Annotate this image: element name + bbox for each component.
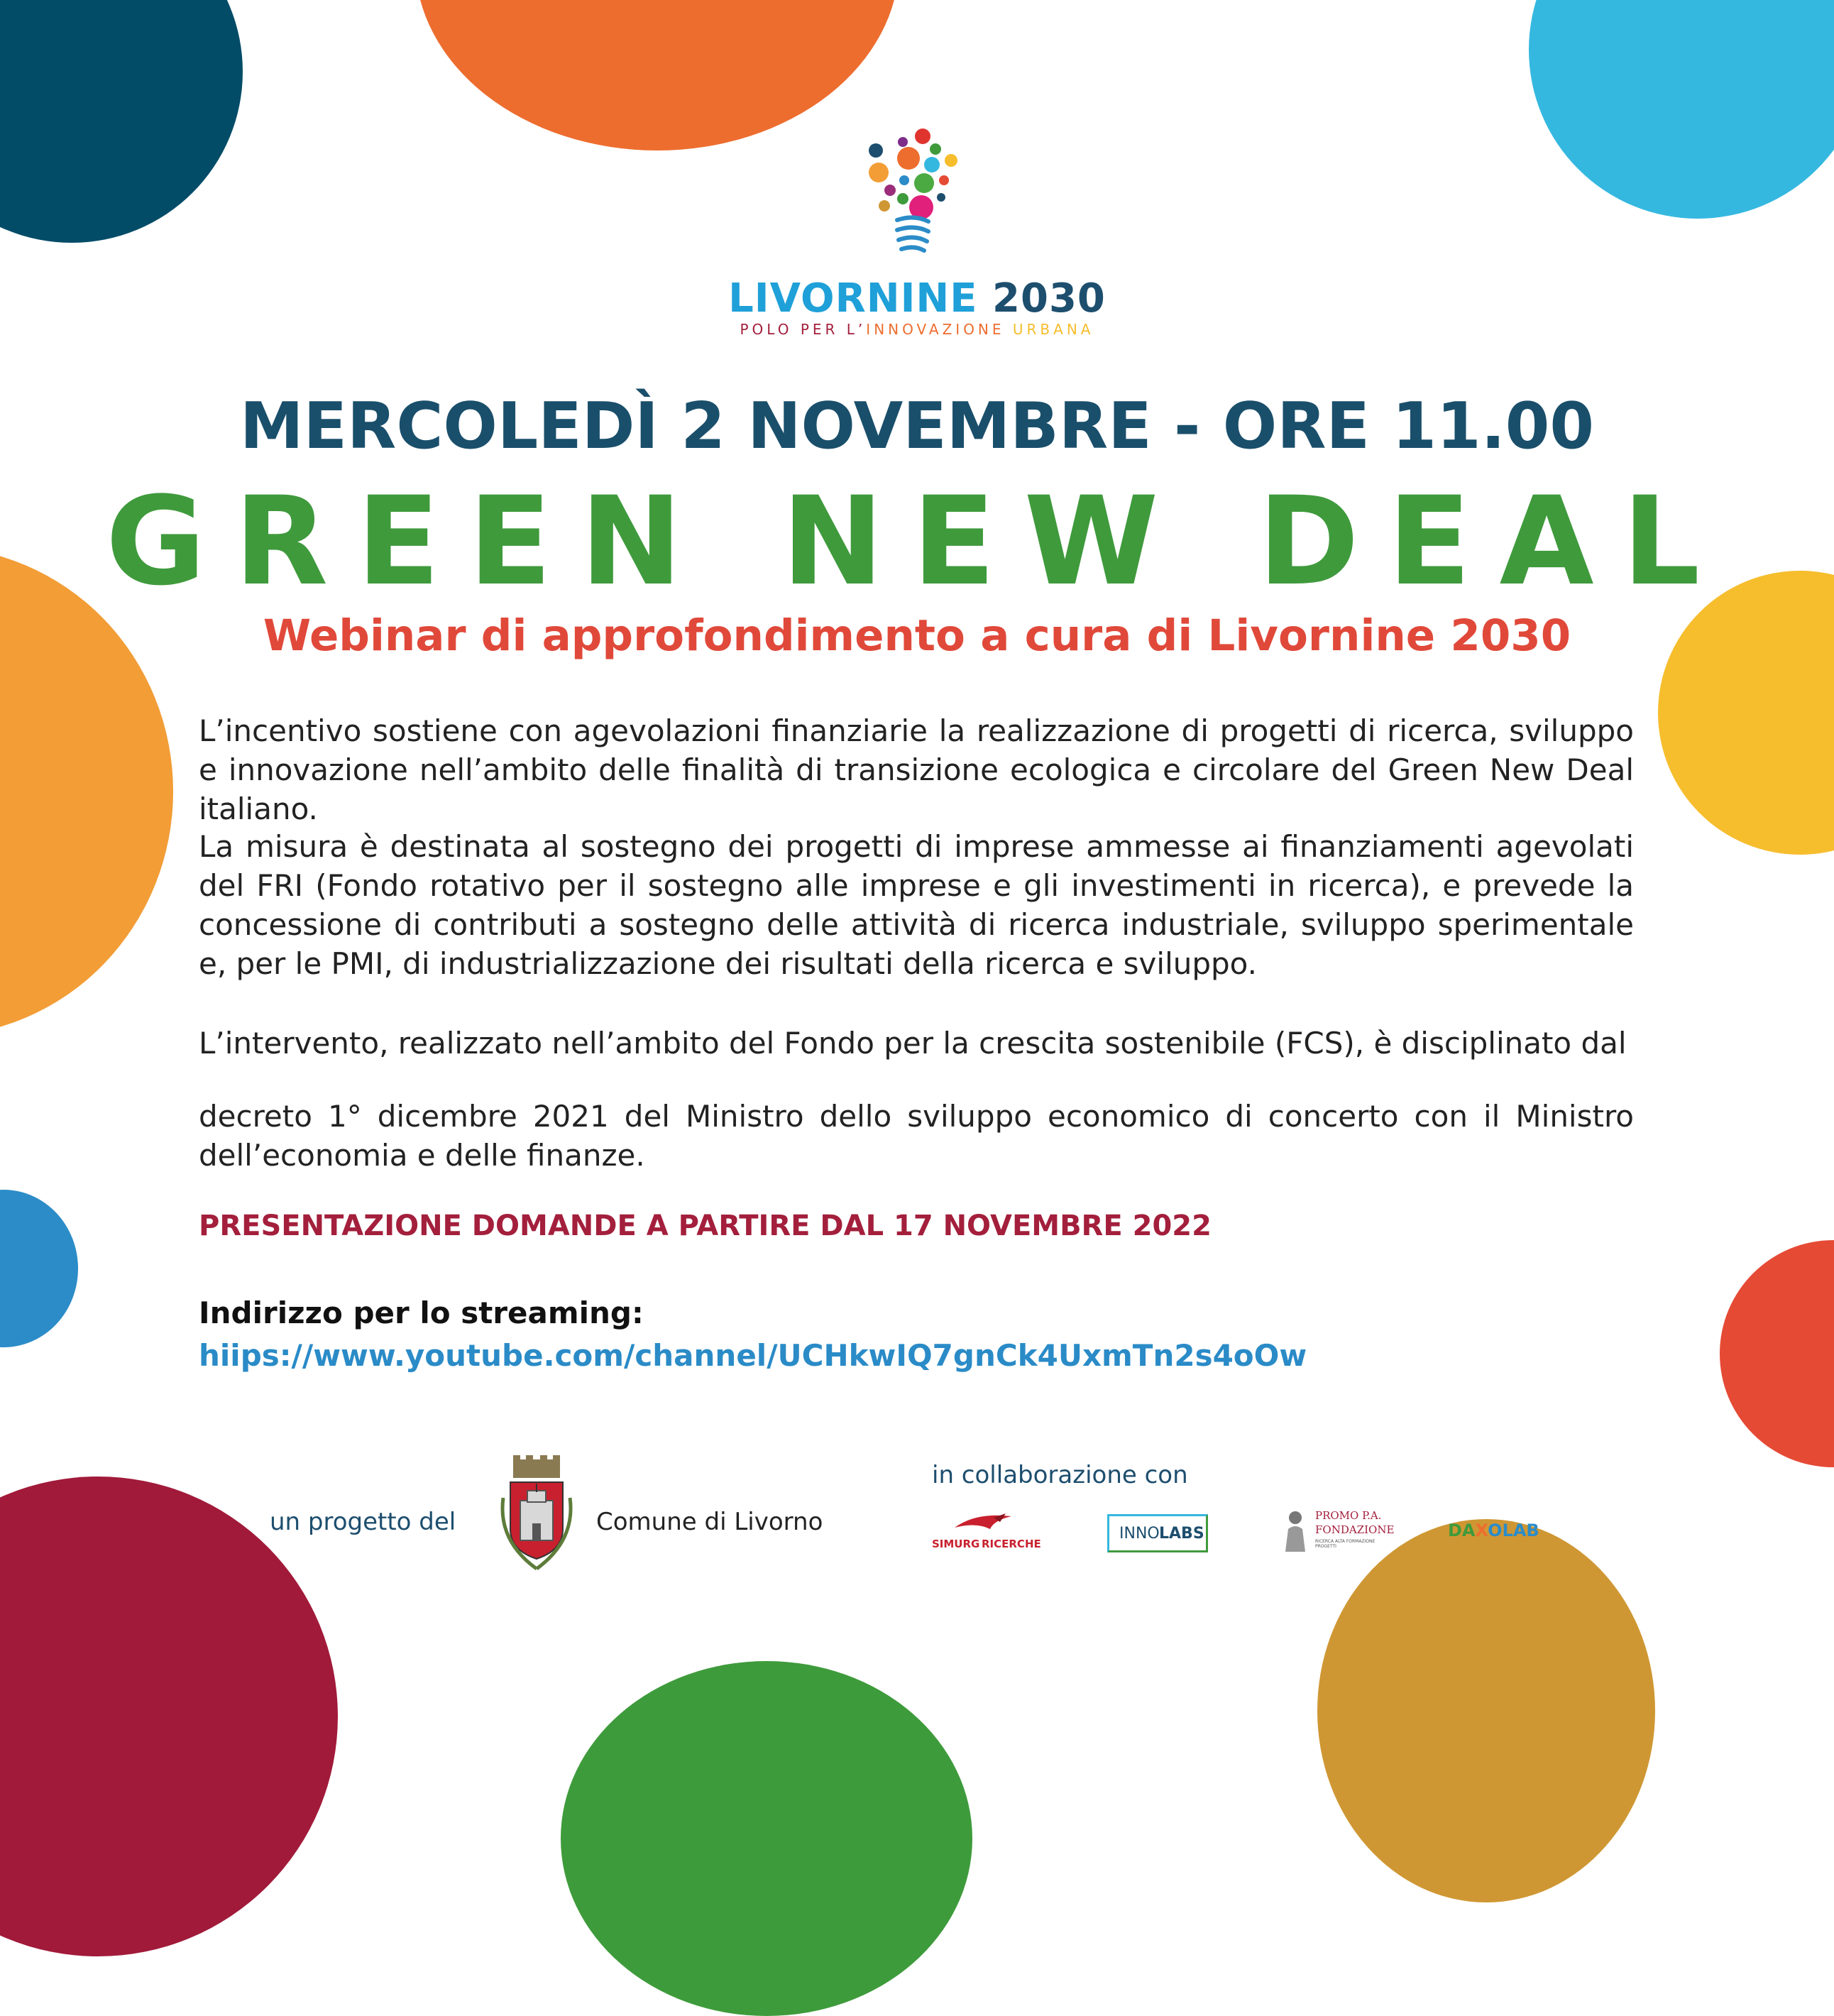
- promo-text-3: RICERCA ALTA FORMAZIONE PROGETTI: [1315, 1539, 1376, 1549]
- municipality-name: Comune di Livorno: [596, 1508, 823, 1536]
- decorative-circle-orange: [415, 0, 899, 150]
- simurg-text: SIMURG: [932, 1538, 980, 1550]
- decorative-circle-ochre: [1317, 1519, 1655, 1902]
- innolabs-text-1: INNO: [1119, 1525, 1160, 1543]
- innolabs-text-2: LABS: [1159, 1525, 1204, 1543]
- decorative-circle-sky: [1529, 0, 1834, 219]
- body-paragraph-4: decreto 1° dicembre 2021 del Ministro dello sviluppo economico di concerto con il Ministro dell’economia e delle finanze.: [199, 1099, 1634, 1173]
- daxolab-text-3: OLAB: [1488, 1521, 1539, 1540]
- body-paragraph-3: L’intervento, realizzato nell’ambito del Fondo per la crescita sostenibile (FCS), è disciplinato dal: [199, 1026, 1627, 1061]
- promo-text-1: PROMO P.A.: [1315, 1509, 1382, 1522]
- logo-wordmark: [0, 275, 1834, 322]
- event-datetime: MERCOLEDÌ 2 NOVEMBRE - ORE 11.00: [239, 389, 1595, 464]
- decorative-circle-blue: [0, 1190, 78, 1347]
- event-subtitle: Webinar di approfondimento a cura di Livornine 2030: [263, 610, 1571, 661]
- livorno-coat-of-arms-icon: [495, 1455, 578, 1576]
- simurg-ricerche-logo: [926, 1512, 1040, 1555]
- event-title: GREEN NEW DEAL: [105, 470, 1729, 613]
- logo-tagline-part2: INNOVAZIONE: [866, 321, 1005, 338]
- streaming-label: Indirizzo per lo streaming:: [199, 1295, 644, 1330]
- decorative-circle-red: [1720, 1240, 1834, 1467]
- presentation-notice: PRESENTAZIONE DOMANDE A PARTIRE DAL 17 NOVEMBRE 2022: [199, 1210, 1212, 1242]
- promo-pa-fondazione-logo: [1281, 1508, 1395, 1555]
- logo-name-part2: 2030: [992, 275, 1106, 322]
- body-paragraph-2: La misura è destinata al sostegno dei progetti di imprese ammesse ai finanziamenti agevolati del FRI (Fondo rotativo per il sostegno alle imprese e gli investimenti in ricerca), e prevede la concessione di contributi a sostegno delle attività di ricerca industriale, sviluppo sperimentale e, per le PMI, di industrializzazione dei risultati della ricerca e sviluppo.: [199, 829, 1634, 981]
- body-paragraph-1: L’incentivo sostiene con agevolazioni finanziarie la realizzazione di progetti di ricerca, sviluppo e innovazione nell’ambito delle finalità di transizione ecologica e circolare del Green New Deal italiano.: [199, 713, 1634, 826]
- ricerche-text: RICERCHE: [982, 1538, 1041, 1550]
- promo-text-2: FONDAZIONE: [1315, 1523, 1395, 1536]
- decorative-circle-green: [561, 1661, 972, 2016]
- daxolab-text-1: DA: [1448, 1521, 1476, 1540]
- project-label: un progetto del: [270, 1508, 456, 1536]
- logo-tagline-part3: URBANA: [1012, 321, 1094, 338]
- decorative-circle-crimson: [0, 1477, 338, 1956]
- daxolab-text-2: X: [1475, 1521, 1488, 1540]
- decorative-circle-navy: [0, 0, 243, 243]
- streaming-link[interactable]: hiips://www.youtube.com/channel/UCHkwIQ7gnCk4UxmTn2s4oOw: [199, 1338, 1307, 1373]
- daxolab-logo: [1448, 1521, 1539, 1549]
- innolabs-logo: [1107, 1514, 1208, 1552]
- livornine-bulb-icon: [859, 121, 965, 263]
- collaboration-label: in collaborazione con: [932, 1461, 1188, 1489]
- logo-tagline: [0, 321, 1834, 338]
- logo-tagline-part1: POLO PER L’: [740, 321, 867, 338]
- logo-name-part1: LIVORNINE: [728, 275, 978, 322]
